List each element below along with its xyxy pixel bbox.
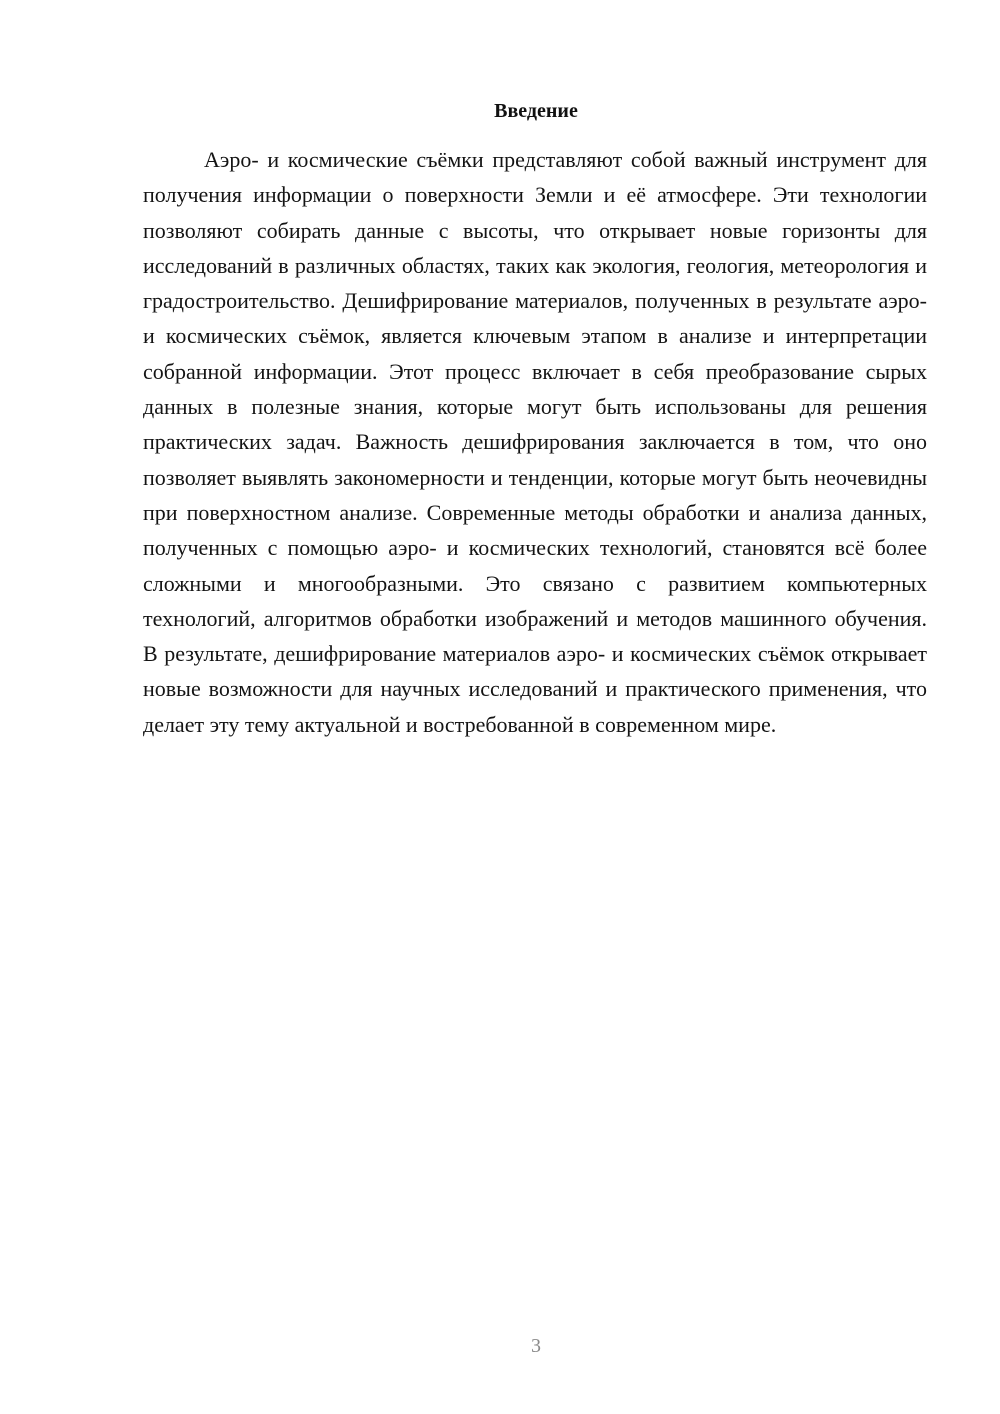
- page-number: 3: [531, 1335, 541, 1357]
- introduction-paragraph: Аэро- и космические съёмки представляют собой важный инструмент для получения информации о поверхности Земли и её атмосфере. Эти технологии позволяют собирать данные с высоты, что открывает новые горизонты для исследований в различных областях, таких как экология, геология, метеорология и градостроительство. Дешифрирование материалов, полученных в результате аэро- и космических съёмок, является ключевым этапом в анализе и интерпретации собранной информации. Этот процесс включает в себя преобразование сырых данных в полезные знания, которые могут быть использованы для решения практических задач. Важность дешифрирования заключается в том, что оно позволяет выявлять закономерности и тенденции, которые могут быть неочевидны при поверхностном анализе. Современные методы обработки и анализа данных, полученных с помощью аэро- и космических технологий, становятся всё более сложными и многообразными. Это связано с развитием компьютерных технологий, алгоритмов обработки изображений и методов машинного обучения. В результате, дешифрирование материалов аэро- и космических съёмок открывает новые возможности для научных исследований и практического применения, что делает эту тему актуальной и востребованной в современном мире.: [143, 147, 927, 737]
- section-heading: Введение: [494, 100, 578, 122]
